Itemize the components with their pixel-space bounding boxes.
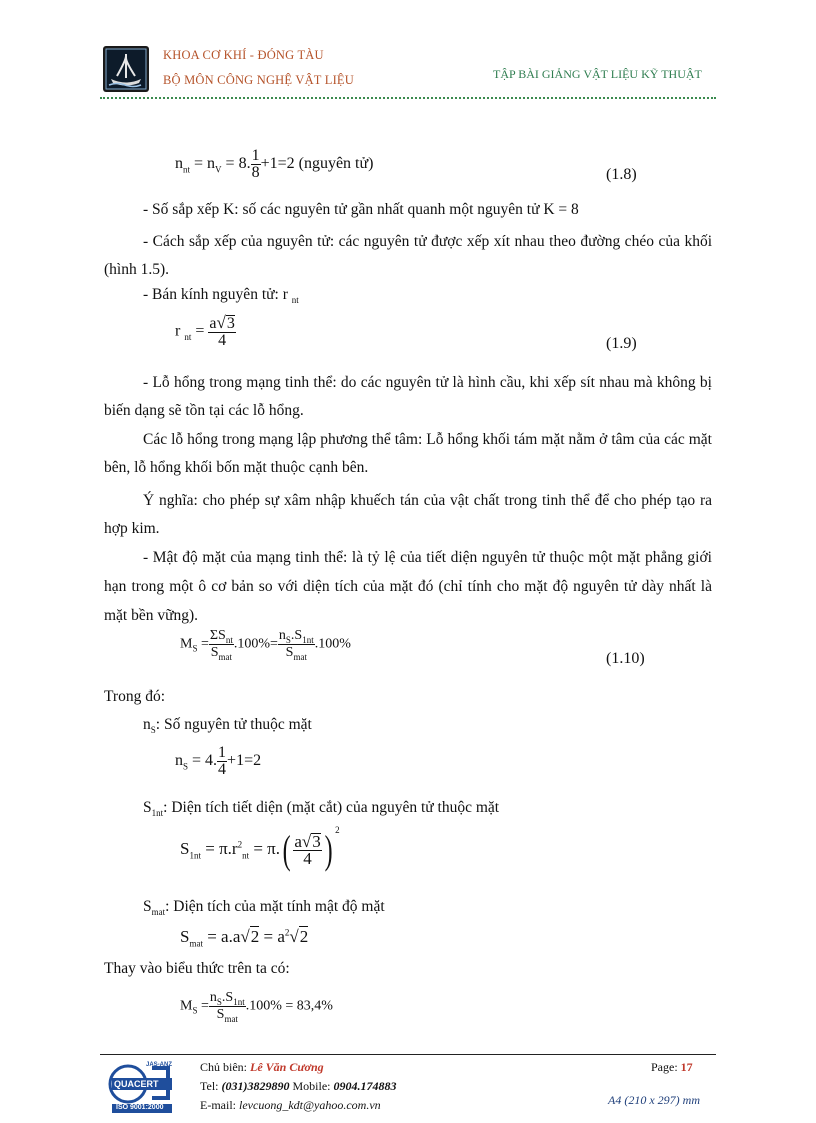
cert-iso: ISO 9001:2000 <box>116 1104 164 1111</box>
paragraph-coordination-number: - Số sắp xếp K: số các nguyên tử gần nhất quanh một nguyên tử K = 8 <box>143 201 579 218</box>
paragraph-meaning: Ý nghĩa: cho phép sự xâm nhập khuếch tán của vật chất trong tinh thể để cho phép tạo ra hợp kim. <box>104 492 712 537</box>
cert-jas-anz: JAS-ANZ <box>146 1062 173 1068</box>
paragraph-bcc-voids: Các lỗ hổng trong mạng lập phương thể tâm: Lỗ hổng khối tám mặt nằm ở tâm của các mặt bên, lỗ hổng khối bốn mặt thuộc cạnh bên. <box>104 431 712 476</box>
paragraph-arrangement: - Cách sắp xếp của nguyên tử: các nguyên tử được xếp xít nhau theo đường chéo của khối (hình 1.5). <box>104 233 712 278</box>
paragraph-planar-density: - Mật độ mặt của mạng tinh thể: là tỷ lệ của tiết diện nguyên tử thuộc một mặt phẳng giới hạn trong một ô cơ bản so với diện tích của mặt đó (chỉ tính cho mặt độ nguyên tử dày nhất là mặt bền vững). <box>104 549 712 624</box>
equation-s1nt: $S_{1nt} = \pi.r^2_{nt} = \pi$.( $\frac{a√3}{4}$ ) $^2$ <box>180 825 340 872</box>
equation-number-1-9: (1.9) <box>606 335 637 352</box>
page-number: 17 <box>680 1060 693 1074</box>
equation-1-10: $M_S$ = $\frac{\Sigma S_{nt}}{S_{mat}}$ .100%= $\frac{n_S.S_{1nt}}{S_{mat}}$ .100% <box>180 628 351 662</box>
smat-definition: $S_{mat}$: Diện tích của mặt tính mật độ mặt <box>143 898 385 918</box>
footer-divider <box>100 1054 716 1055</box>
paragraph-voids: - Lỗ hổng trong mạng tinh thể: do các nguyên tử là hình cầu, khi xếp sít nhau mà không bị biến dạng sẽ tồn tại các lỗ hổng. <box>104 374 712 419</box>
header-faculty: KHOA CƠ KHÍ - ĐÓNG TÀU <box>163 48 324 62</box>
equation-1-9: r $_{nt}$ = $\frac{a√3}{4}$ <box>175 313 235 349</box>
header-department: BỘ MÔN CÔNG NGHỆ VẬT LIỆU <box>163 73 354 87</box>
thay-vao-text: Thay vào biểu thức trên ta có: <box>104 960 290 977</box>
header-doc-title: TẬP BÀI GIẢNG VẬT LIỆU KỸ THUẬT <box>493 67 702 81</box>
equation-smat: $S_{mat} = a.a√2 = a^2√2$ <box>180 927 309 949</box>
footer-paper-size: A4 (210 x 297) mm <box>608 1093 700 1107</box>
equation-number-1-8: (1.8) <box>606 166 637 183</box>
header-logo <box>103 46 149 92</box>
equation-1-8: $n_{nt} = n_V = 8$. $\frac{1}{8}$ +1=2 (nguyên tử) <box>175 147 374 181</box>
quacert-logo <box>106 1062 178 1114</box>
editor-name: Lê Văn Cương <box>250 1060 324 1074</box>
footer-editor: Chủ biên: Lê Văn Cương <box>200 1060 324 1074</box>
trong-do-label: Trong đó: <box>104 688 166 705</box>
header-divider <box>100 97 716 99</box>
s1nt-definition: $S_{1nt}$: Diện tích tiết diện (mặt cắt) của nguyên tử thuộc mặt <box>143 799 500 819</box>
equation-number-1-10: (1.10) <box>606 650 645 667</box>
ns-definition: $n_S$: Số nguyên tử thuộc mặt <box>143 716 312 736</box>
equation-final: $M_S$ = $\frac{n_S.S_{1nt}}{S_{mat}}$ .100% = 83,4% <box>180 990 333 1024</box>
cert-brand: QUACERT <box>114 1079 159 1089</box>
paragraph-atomic-radius: - Bán kính nguyên tử: r $_{nt}$ <box>143 286 299 306</box>
footer-phone: Tel: (031)3829890 Mobile: 0904.174883 <box>200 1079 397 1093</box>
equation-ns: $n_S = 4$. $\frac{1}{4}$ +1=2 <box>175 744 262 778</box>
ship-logo-icon <box>103 46 149 92</box>
footer-email: E-mail: levcuong_kdt@yahoo.com.vn <box>200 1098 381 1112</box>
footer-page: Page: 17 <box>651 1060 693 1074</box>
